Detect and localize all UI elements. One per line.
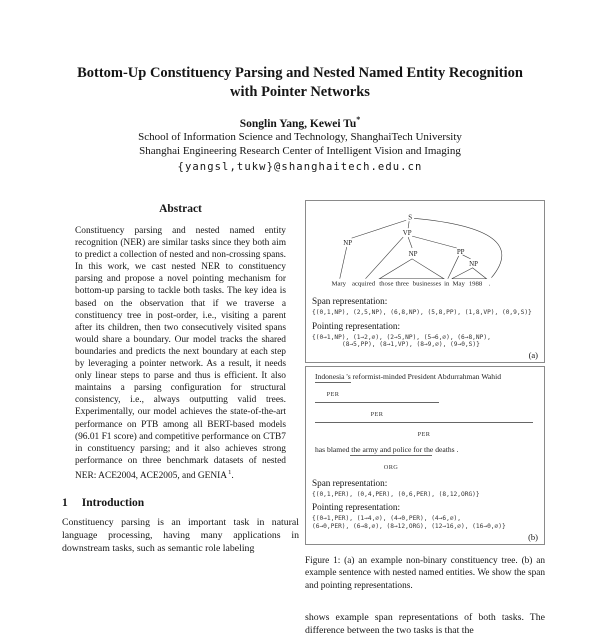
tree-token: May bbox=[452, 280, 465, 288]
pointing-representation-b-line1: {(0→1,PER), (1→4,∅), (4→0,PER), (4→6,∅), bbox=[312, 515, 462, 523]
np-triangle bbox=[379, 259, 443, 279]
tree-token: businesses bbox=[412, 280, 442, 288]
tree-token: 1988 bbox=[468, 280, 483, 288]
introduction-paragraph: Constituency parsing is an important task in natural language processing, having many applications in downstream tasks, such as semantic role labeling bbox=[62, 517, 299, 555]
tree-edge bbox=[448, 256, 459, 279]
ner-sentence-line1: Indonesia 's reformist-minded President Abdurrahman Wahid bbox=[315, 371, 501, 381]
pointing-representation-heading-a: Pointing representation: bbox=[312, 320, 401, 331]
tree-token: . bbox=[488, 280, 491, 288]
contact-email: {yangsl,tukw}@shanghaitech.edu.cn bbox=[177, 160, 423, 173]
tree-token: acquired bbox=[351, 280, 376, 288]
abstract-footnote-marker: 1 bbox=[228, 468, 232, 476]
tree-node-s: S bbox=[408, 214, 413, 222]
tree-edge bbox=[408, 237, 412, 248]
ner-sentence-line2: has blamed the army and police for the deaths . bbox=[315, 444, 459, 454]
right-column-paragraph: shows example span representations of both tasks. The difference between the two tasks is that the bbox=[305, 612, 545, 637]
constituency-tree bbox=[312, 206, 538, 292]
span-representation-heading-b: Span representation: bbox=[312, 477, 388, 488]
tree-node-np: NP bbox=[408, 250, 418, 258]
tree-token: three bbox=[395, 280, 409, 288]
paper-title bbox=[40, 64, 560, 102]
figure-panel-a bbox=[305, 200, 545, 363]
entity-span-per-2 bbox=[315, 402, 439, 421]
panel-a-tag: (a) bbox=[528, 349, 538, 360]
affiliation-2: Shanghai Engineering Research Center of Intelligent Vision and Imaging bbox=[139, 145, 461, 158]
tree-node-np: NP bbox=[343, 240, 353, 248]
pointing-representation-a-line1: {(0→1,NP), (1→2,∅), (2→5,NP), (5→6,∅), (6→8,NP), bbox=[312, 333, 491, 341]
entity-label-org: ORG bbox=[383, 463, 399, 471]
section-title: Introduction bbox=[81, 497, 145, 510]
entity-span-per-1 bbox=[315, 382, 351, 401]
author-names: Songlin Yang, Kewei Tu bbox=[239, 117, 357, 130]
pointing-representation-b-line2: (6→0,PER), (6→8,∅), (8→12,ORG), (12→16,∅), (16→0,∅)} bbox=[312, 522, 506, 530]
panel-b-tag: (b) bbox=[528, 531, 538, 542]
affiliation-1: School of Information Science and Technology, ShanghaiTech University bbox=[138, 130, 462, 143]
tree-node-pp: PP bbox=[456, 248, 465, 256]
entity-label-per: PER bbox=[370, 410, 384, 418]
tree-token: in bbox=[444, 280, 450, 288]
entity-label-per: PER bbox=[326, 390, 340, 398]
pointing-representation-a-line2: (8→5,PP), (8→1,VP), (8→9,∅), (9→0,S)} bbox=[342, 341, 480, 349]
author-line bbox=[0, 115, 600, 130]
tree-edge bbox=[340, 247, 347, 279]
abstract-text bbox=[75, 225, 286, 482]
figure-caption: Figure 1: (a) an example non-binary constituency tree. (b) an example sentence with nested named entities. We show the span and pointing representations. bbox=[305, 555, 545, 591]
figure-panel-b bbox=[305, 366, 545, 545]
tree-edge bbox=[408, 221, 409, 228]
np-triangle bbox=[452, 268, 487, 279]
author-footnote-marker: * bbox=[356, 115, 361, 124]
abstract-period: . bbox=[231, 471, 234, 481]
abstract-heading: Abstract bbox=[159, 203, 202, 215]
span-representation-b: {(0,1,PER), (0,4,PER), (0,6,PER), (8,12,ORG)} bbox=[312, 490, 480, 498]
pointing-representation-heading-b: Pointing representation: bbox=[312, 502, 401, 513]
title-line-1: Bottom-Up Constituency Parsing and Nested Named Entity Recognition bbox=[77, 65, 523, 81]
section-number: 1 bbox=[62, 497, 68, 510]
abstract-body: Constituency parsing and nested named entity recognition (NER) are similar tasks since they both aim to predict a collection of nested and non-crossing spans. In this work, we cast nested NER to constituency parsing and propose a novel pointing mechanism for bottom-up parsing to tackle both tasks. The key idea is based on the observation that if we traverse a constituency tree in post-order, i.e., visiting a parent after its children, then two consecutively visited spans would share a boundary. Our model tracks the shared boundaries and predicts the next boundary at each step by leveraging a pointer network. As a result, it needs only linear steps to parse and thus is efficient. It also maintains a parsing configuration for structural consistency, i.e., always outputting valid trees. Experimentally, our model achieves the state-of-the-art performance on PTB among all BERT-based models (96.01 F1 score) and competitive performance on CTB7 in constituency parsing; and it also achieves strong performance on three benchmark datasets of nested NER: ACE2004, ACE2005, and GENIA bbox=[75, 226, 286, 481]
tree-token: Mary bbox=[331, 280, 347, 288]
span-representation-heading-a: Span representation: bbox=[312, 296, 388, 306]
left-column bbox=[62, 197, 299, 600]
section-heading-introduction bbox=[62, 497, 299, 509]
right-column bbox=[305, 197, 545, 637]
tree-node-np: NP bbox=[469, 260, 478, 268]
tree-edge bbox=[412, 236, 457, 248]
tree-token: those bbox=[379, 280, 394, 288]
tree-node-vp: VP bbox=[402, 230, 412, 238]
span-representation-a: {(0,1,NP), (2,5,NP), (6,8,NP), (5,8,PP), (1,8,VP), (0,9,S)} bbox=[312, 309, 532, 316]
entity-span-org bbox=[350, 455, 432, 474]
entity-span-per-3 bbox=[315, 422, 533, 441]
paper-header bbox=[0, 0, 600, 173]
tree-edge bbox=[352, 220, 407, 238]
tree-edge bbox=[366, 237, 404, 279]
entity-label-per: PER bbox=[417, 430, 431, 438]
title-line-2: with Pointer Networks bbox=[230, 84, 370, 100]
